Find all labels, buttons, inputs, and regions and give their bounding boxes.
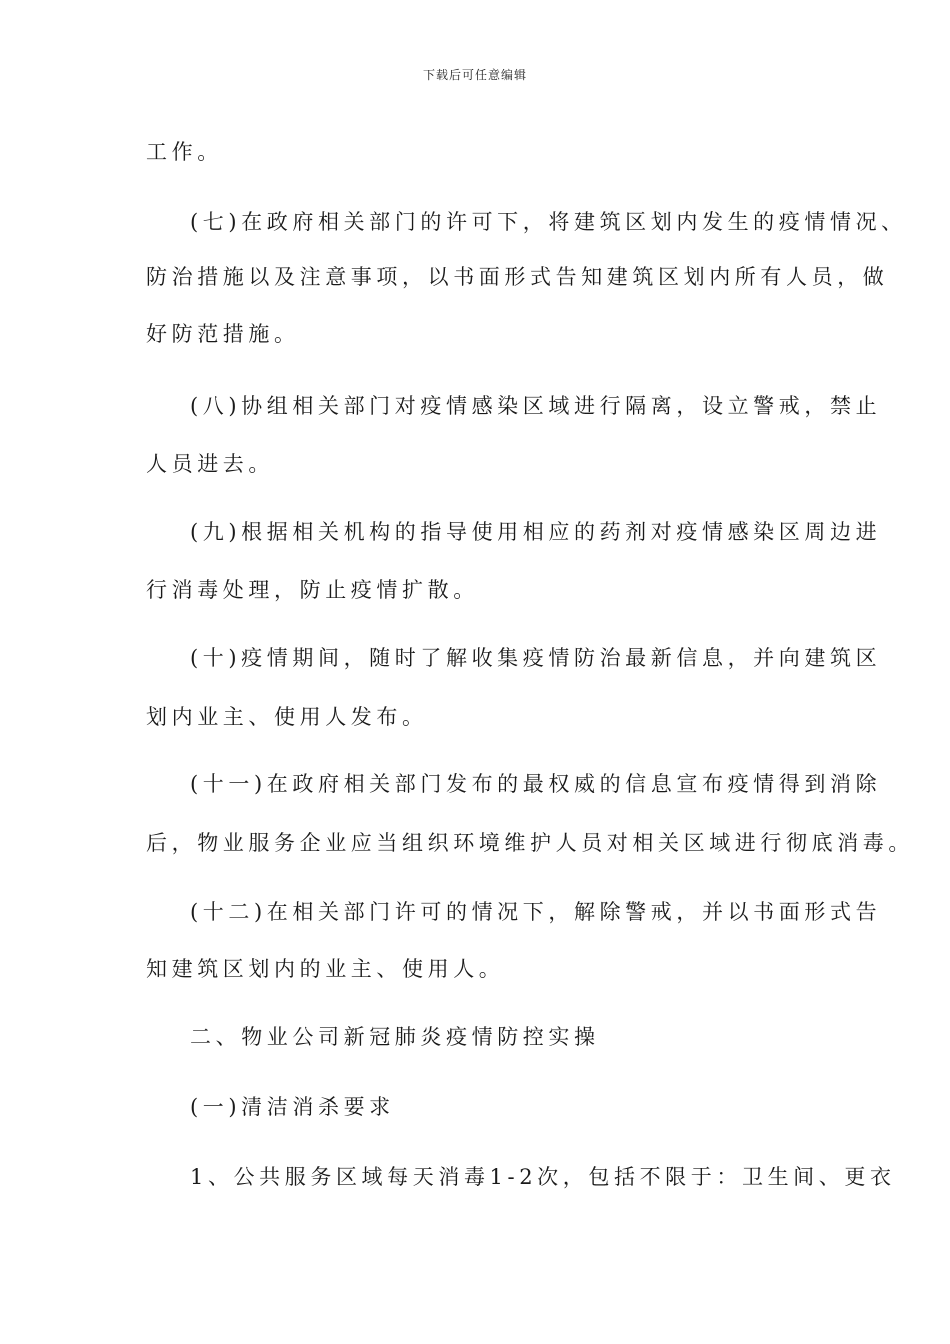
paragraph-line: (十一)在政府相关部门发布的最权威的信息宣布疫情得到消除 — [190, 772, 882, 796]
paragraph-line: 1、公共服务区域每天消毒1-2次，包括不限于：卫生间、更衣 — [190, 1165, 896, 1189]
paragraph-line: 工作。 — [146, 140, 223, 164]
paragraph-line: 人员进去。 — [146, 452, 274, 476]
paragraph-line: 行消毒处理，防止疫情扩散。 — [146, 578, 479, 602]
paragraph-line: (七)在政府相关部门的许可下，将建筑区划内发生的疫情情况、 — [190, 210, 907, 234]
paragraph-line: (九)根据相关机构的指导使用相应的药剂对疫情感染区周边进 — [190, 520, 882, 544]
page-header: 下载后可任意编辑 — [422, 68, 527, 82]
paragraph-line: 知建筑区划内的业主、使用人。 — [146, 957, 505, 981]
paragraph-line: (八)协组相关部门对疫情感染区域进行隔离，设立警戒，禁止 — [190, 394, 882, 418]
section-heading: 二、物业公司新冠肺炎疫情防控实操 — [190, 1025, 600, 1049]
paragraph-line: (十)疫情期间，随时了解收集疫情防治最新信息，并向建筑区 — [190, 646, 882, 670]
paragraph-line: (十二)在相关部门许可的情况下，解除警戒，并以书面形式告 — [190, 900, 882, 924]
paragraph-line: 防治措施以及注意事项，以书面形式告知建筑区划内所有人员，做 — [146, 265, 889, 289]
paragraph-line: 后，物业服务企业应当组织环境维护人员对相关区域进行彻底消毒。 — [146, 831, 914, 855]
paragraph-line: 好防范措施。 — [146, 322, 300, 346]
subsection-heading: (一)清洁消杀要求 — [190, 1095, 395, 1119]
paragraph-line: 划内业主、使用人发布。 — [146, 705, 428, 729]
